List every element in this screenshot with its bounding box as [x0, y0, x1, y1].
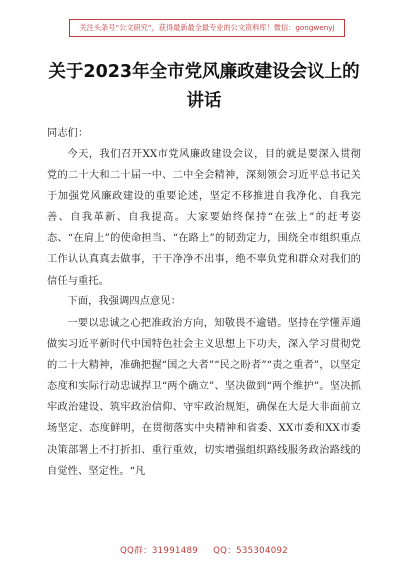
footer-qq-group: QQ群：31991489 — [119, 546, 199, 556]
paragraph-transition: 下面，我强调四点意见： — [67, 296, 182, 307]
footer-contact — [0, 544, 408, 556]
document-title: 关于2023年全市党风廉政建设会议上的讲话 — [48, 62, 360, 111]
promo-banner: 关注头条号“公文研究”，获得最新最全最专业的公文资料库！微信：gongwenyj — [69, 19, 345, 37]
paragraph-intro: 今天，我们召开XX市党风廉政建设会议，目的就是要深入贯彻党的二十大和二十届一中、二中全会精神，深刻领会习近平总书记关于加强党风廉政建设的重要论述，坚定不移推进自我净化、自我完善、自我革新、自我提高。大家要始终保持“在弦上”的赶考姿态、“在肩上”的使命担当、“在路上”的韧劲定力，围绕全市组织重点工作认认真真去做事，干干净净不出事，绝不辜负党和群众对我们的信任与重托。 — [47, 149, 361, 287]
paragraph-point-one: 一要以忠诚之心把准政治方向，知敬畏不逾错。坚持在学懂弄通做实习近平新时代中国特色社会主义思想上下功夫，深入学习贯彻党的二十大精神，准确把握“国之大者”“民之盼者”“责之重者”，以坚定态度和实际行动忠诚捍卫“两个确立”、坚决做到“两个维护”。坚决抓牢政治建设、筑牢政治信仰、守牢政治规矩，确保在大是大非面前立场坚定、态度鲜明，在贯彻落实中央精神和省委、XX市委和XX市委决策部署上不打折扣、重行重效，切实增强组织路线服务政治路线的自觉性、坚定性。“凡 — [47, 318, 361, 477]
greeting: 同志们： — [47, 128, 89, 139]
footer-qq: QQ：535304092 — [213, 546, 289, 556]
